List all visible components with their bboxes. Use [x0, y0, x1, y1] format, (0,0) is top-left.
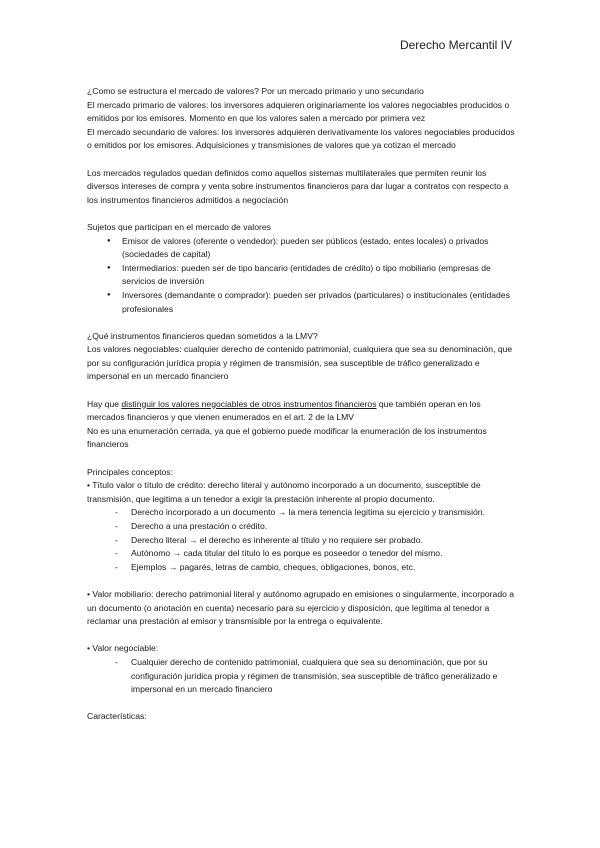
titulo-item: - Derecho a una prestación o crédito. — [87, 520, 515, 534]
subjects-list — [87, 235, 515, 317]
paragraph-not-closed: No es una enumeración cerrada, ya que el gobierno puede modificar la enumeración de los instrumentos financieros — [87, 425, 487, 450]
question-structure: ¿Como se estructura el mercado de valores? Por un mercado primario y uno secundario — [87, 86, 424, 96]
heading-characteristics: Características: — [87, 711, 147, 722]
document-body — [87, 85, 515, 724]
concept-valor-negociable: • Valor negociable: — [87, 643, 159, 654]
paragraph-regulated-markets: Los mercados regulados quedan definidos como aquellos sistemas multilaterales que permiten reunir los diversos intereses de compra y venta sobre instrumentos financieros para dar lugar a contratos con respecto a los instrumentos financieros admitidos a negociación — [87, 167, 509, 205]
negociable-item: - Cualquier derecho de contenido patrimonial, cualquiera que sea su denominación, que por su configuración jurídica propia y régimen de transmisión, sea susceptible de tráfico generalizado e impersonal en un mercado financiero — [87, 656, 515, 697]
subject-item-inversores: ● Inversores (demandante o comprador): pueden ser privados (particulares) o institucionales (entidades profesionales — [87, 289, 515, 316]
page-header-title: Derecho Mercantil IV — [399, 38, 512, 52]
titulo-item: - Derecho incorporado a un documento → la mera tenencia legitima su ejercicio y transmisión. — [87, 506, 515, 520]
paragraph-secondary-market: El mercado secundario de valores: los inversores adquieren derivativamente los valores negociables producidos o emitidos por los emisores. Adquisiciones y transmisiones de valores que ya cotizan el mercado — [87, 126, 515, 151]
titulo-item: - Autónomo → cada titular del título lo es porque es poseedor o tenedor del mismo. — [87, 547, 515, 561]
heading-subjects: Sujetos que participan en el mercado de valores — [87, 221, 271, 232]
titulo-valor-list — [87, 506, 515, 574]
paragraph-negotiable-values: Los valores negociables: cualquier derecho de contenido patrimonial, cualquiera que sea su denominación, que por su configuración jurídica propia y régimen de transmisión, sea susceptible de tráfico generalizado e impersonal en un mercado financiero — [87, 344, 513, 382]
concept-titulo-valor: • Título valor o título de crédito: derecho literal y autónomo incorporado a un documento, susceptible de transmisión, que legitima a un tenedor a exigir la prestación inherente al propio documento. — [87, 480, 481, 504]
distinguish-underlined: distinguir los valores negociables de otros instrumentos financieros — [121, 398, 377, 409]
valor-negociable-list — [87, 656, 515, 697]
concept-valor-mobiliario: • Valor mobiliario: derecho patrimonial literal y autónomo agrupado en emisiones o singularmente, incorporado a un documento (o anotación en cuenta) necesario para su ejercicio y disposición, que legitima al tenedor a reclamar una prestación al emisor y transmisible por la entrega o equivalente. — [87, 588, 515, 627]
heading-concepts: Principales conceptos: — [87, 466, 173, 477]
subject-item-intermediarios: ● Intermediarios: pueden ser de tipo bancario (entidades de crédito) o tipo mobiliario (empresas de servicios de inversión — [87, 262, 515, 289]
distinguish-pre: Hay que — [87, 398, 122, 409]
question-instruments: ¿Qué instrumentos financieros quedan sometidos a la LMV? — [87, 330, 318, 341]
titulo-item: - Derecho literal → el derecho es inherente al título y no requiere ser probado. — [87, 534, 515, 548]
paragraph-primary-market: El mercado primario de valores: los inversores adquieren originariamente los valores negociables producidos o emitidos por los emisores. Momento en que los valores salen a mercado por primera vez — [87, 99, 510, 124]
titulo-item: - Ejemplos → pagarés, letras de cambio, cheques, obligaciones, bonos, etc. — [87, 561, 515, 575]
distinguish-post: que también operan en los mercados financieros y que vienen enumerados en el art. 2 de la LMV — [87, 398, 481, 423]
paragraph-distinguish — [87, 398, 515, 425]
subject-item-emisor: ● Emisor de valores (oferente o vendedor): pueden ser públicos (estado, entes locales) o privados (sociedades de capital) — [87, 235, 515, 262]
